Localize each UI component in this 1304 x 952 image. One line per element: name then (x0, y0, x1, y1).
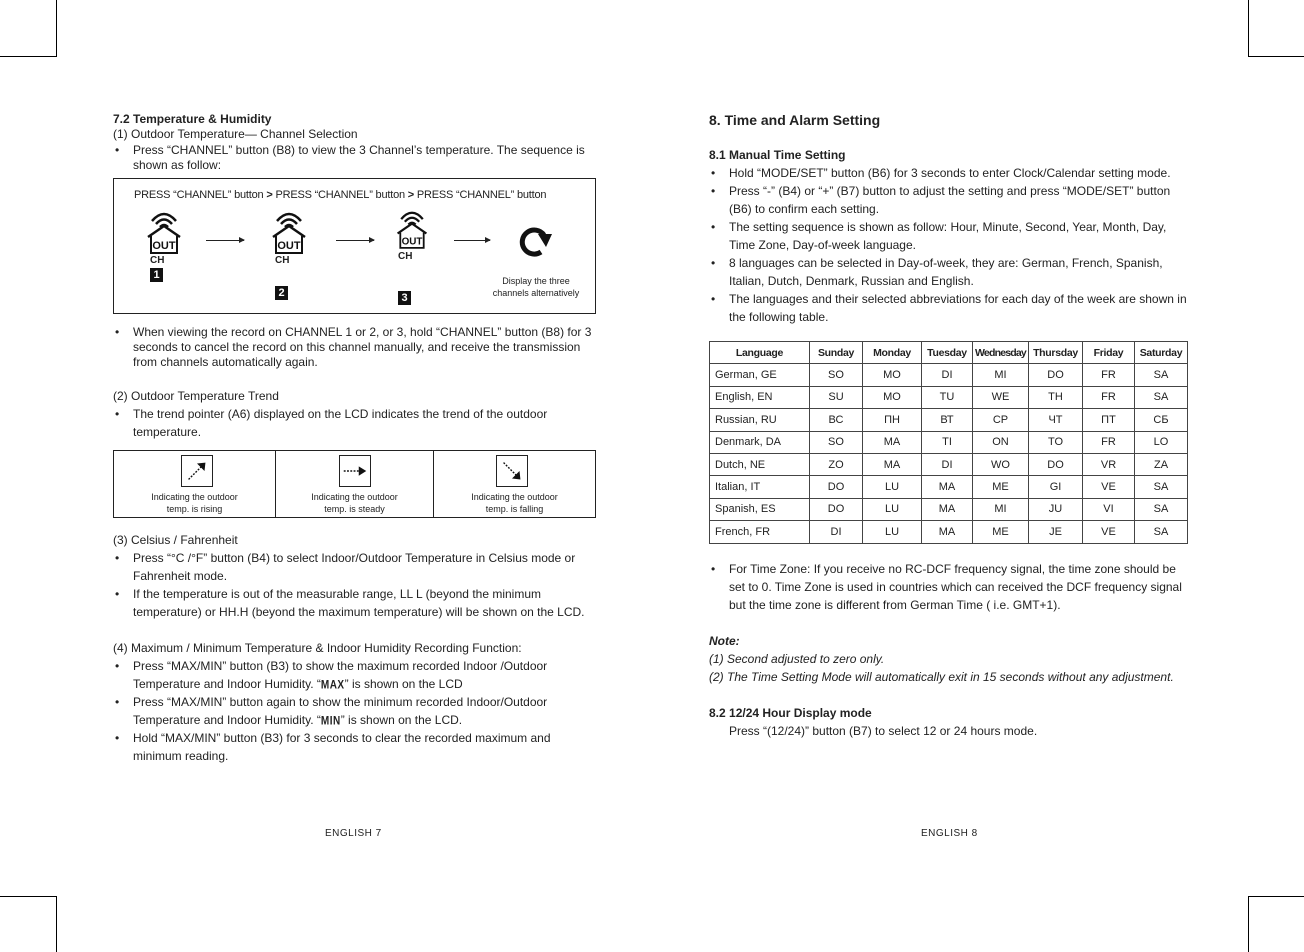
channel-number-1: 1 (150, 268, 163, 282)
table-row: German, GE SO MO DI MI DO FR SA (710, 364, 1188, 386)
svg-text:OUT: OUT (277, 240, 301, 252)
subsection-title: (2) Outdoor Temperature Trend (113, 389, 279, 403)
svg-text:OUT: OUT (401, 236, 423, 248)
out-house-icon (269, 209, 309, 255)
crop-mark (1248, 56, 1304, 57)
display-three-caption: Display the three channels alternatively (492, 276, 580, 298)
table-row: French, FR DI LU MA ME JE VE SA (710, 521, 1188, 543)
subsection-title: 8.1 Manual Time Setting (709, 148, 846, 162)
crop-mark (1248, 0, 1249, 57)
crop-mark (0, 896, 57, 897)
note-item: (2) The Time Setting Mode will automatically exit in 15 seconds without any adjustment. (709, 670, 1174, 684)
section-heading: 8. Time and Alarm Setting (709, 112, 881, 128)
subsection-title: (4) Maximum / Minimum Temperature & Indoor Humidity Recording Function: (113, 641, 522, 655)
channel-sequence-box (113, 178, 596, 314)
table-header-row: Language Sunday Monday Tuesday Wednesday Thursday Friday Saturday (710, 342, 1188, 364)
min-indicator: MIN (320, 714, 341, 729)
trend-cell-steady: Indicating the outdoor temp. is steady (276, 451, 434, 517)
out-house-icon (144, 209, 184, 255)
section-heading: 7.2 Temperature & Humidity (113, 112, 272, 126)
out-house-icon (394, 207, 430, 251)
arrow-icon (336, 240, 374, 241)
subsection-title: (3) Celsius / Fahrenheit (113, 533, 238, 547)
crop-mark (1248, 896, 1249, 952)
crop-mark (1248, 896, 1304, 897)
crop-mark (0, 56, 57, 57)
arrow-icon (454, 240, 490, 241)
crop-mark (56, 0, 57, 57)
rotate-icon (514, 223, 556, 259)
arrow-down-right-icon (496, 455, 528, 487)
note-title: Note: (709, 634, 740, 648)
crop-mark (56, 896, 57, 952)
press-sequence: PRESS “CHANNEL” button > PRESS “CHANNEL” button > PRESS “CHANNEL” button (134, 189, 547, 201)
body-text: Press “(12/24)” button (B7) to select 12 or 24 hours mode. (729, 724, 1038, 738)
page-footer: ENGLISH 7 (325, 828, 382, 839)
table-row: English, EN SU MO TU WE TH FR SA (710, 386, 1188, 408)
channel-number-2: 2 (275, 286, 288, 300)
note-item: (1) Second adjusted to zero only. (709, 652, 885, 666)
max-indicator: MAX (320, 678, 345, 693)
table-row: Dutch, NE ZO MA DI WO DO VR ZA (710, 453, 1188, 475)
subsection-title: (1) Outdoor Temperature— Channel Selection (113, 127, 358, 141)
channel-number-3: 3 (398, 291, 411, 305)
ch-label: CH (398, 251, 413, 262)
language-table (709, 341, 1188, 544)
table-row: Denmark, DA SO MA TI ON TO FR LO (710, 431, 1188, 453)
arrow-right-icon (339, 455, 371, 487)
table-row: Italian, IT DO LU MA ME GI VE SA (710, 476, 1188, 498)
svg-text:OUT: OUT (152, 240, 176, 252)
table-row: Russian, RU ВС ПН ВТ СР ЧТ ПТ СБ (710, 409, 1188, 431)
trend-cell-falling: Indicating the outdoor temp. is falling (434, 451, 595, 517)
page-footer: ENGLISH 8 (921, 828, 978, 839)
ch-label: CH (150, 255, 165, 266)
table-row: Spanish, ES DO LU MA MI JU VI SA (710, 498, 1188, 520)
ch-label: CH (275, 255, 290, 266)
arrow-up-right-icon (181, 455, 213, 487)
trend-table (113, 450, 596, 518)
arrow-icon (206, 240, 244, 241)
trend-cell-rising: Indicating the outdoor temp. is rising (114, 451, 276, 517)
subsection-title: 8.2 12/24 Hour Display mode (709, 706, 872, 720)
